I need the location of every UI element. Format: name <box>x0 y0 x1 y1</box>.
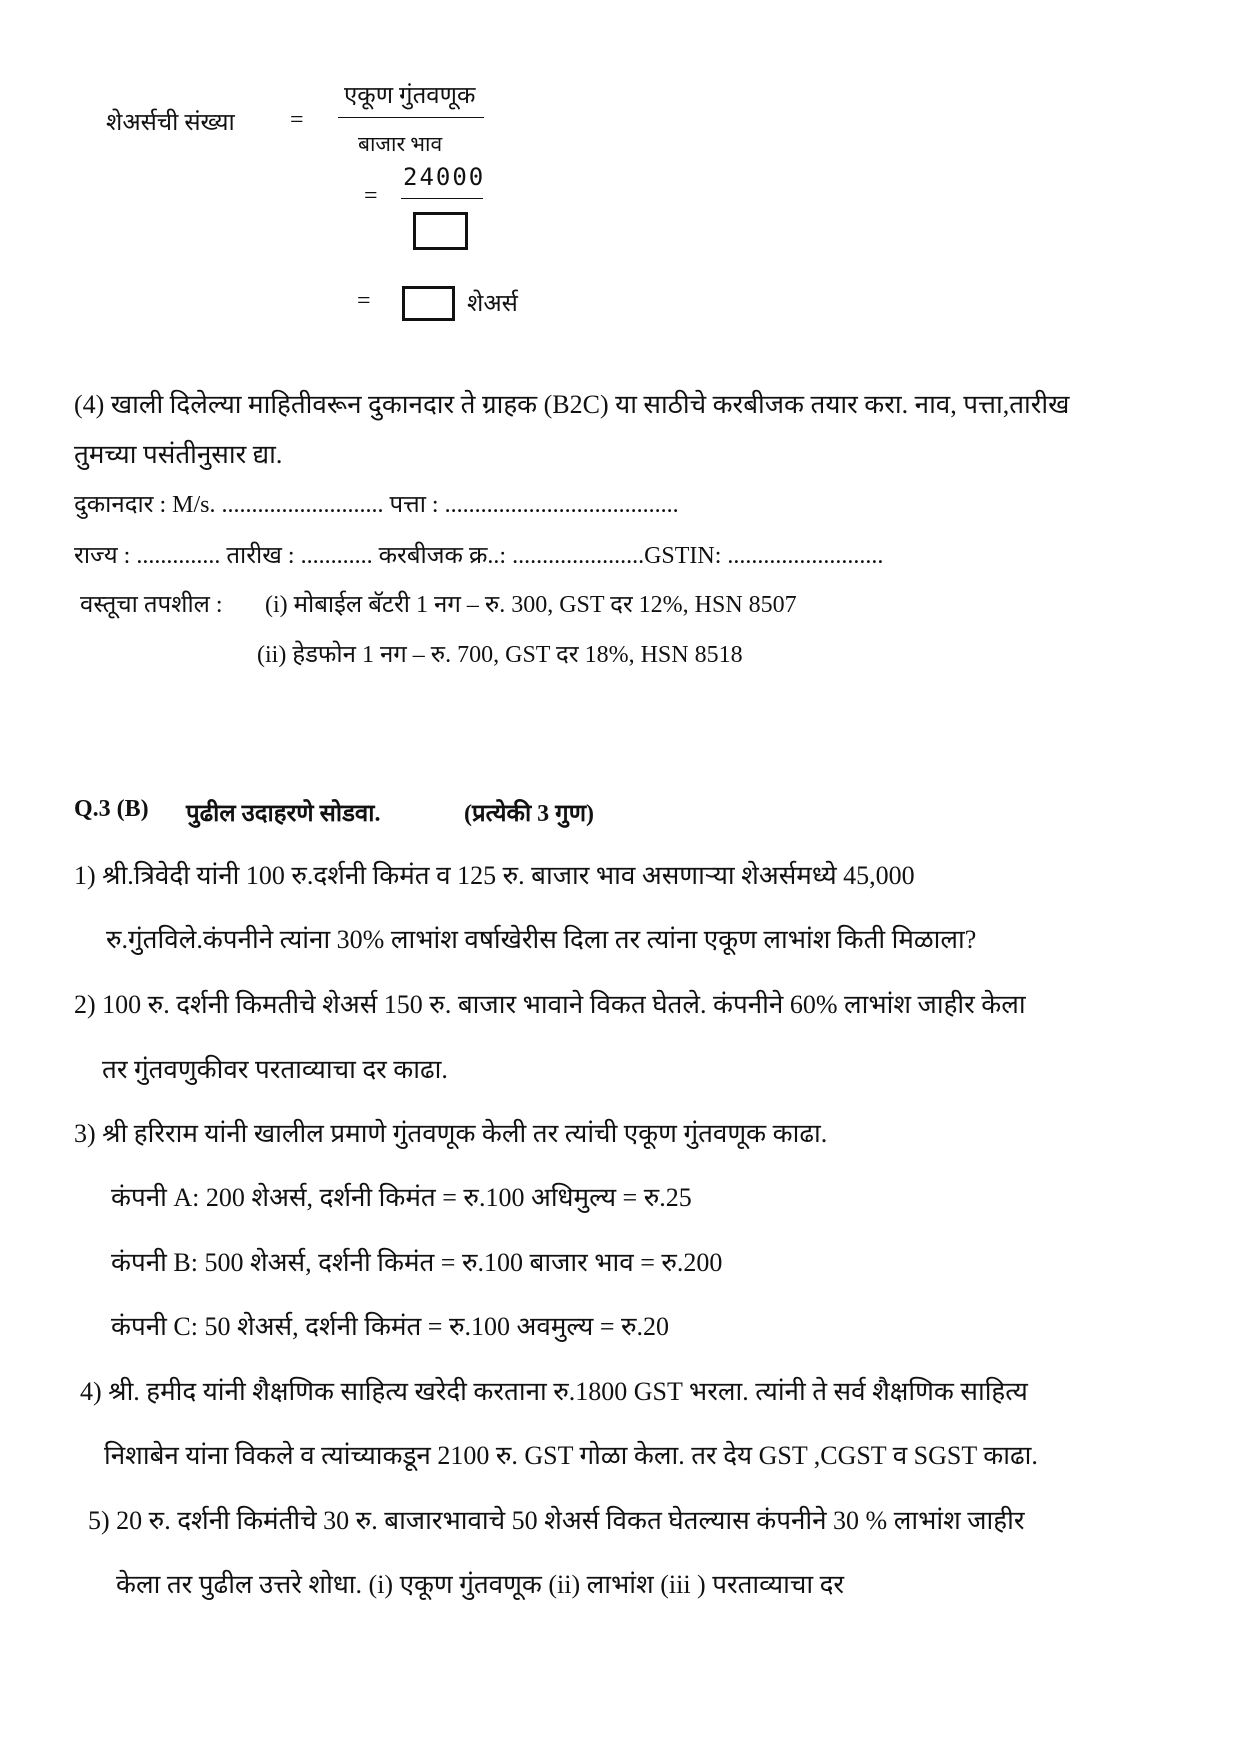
problem-5-line-1: 5) 20 रु. दर्शनी किमंतीचे 30 रु. बाजारभावाचे 50 शेअर्स विकत घेतल्यास कंपनीने 30 % लाभांश जाहीर <box>88 1506 1025 1535</box>
problem-3-company-c: कंपनी C: 50 शेअर्स, दर्शनी किमंत = रु.100 अवमुल्य = रु.20 <box>111 1312 670 1341</box>
formula-equals-2: = <box>364 183 378 209</box>
q4-line-1: (4) खाली दिलेल्या माहितीवरून दुकानदार ते ग्राहक (B2C) या साठीचे करबीजक तयार करा. नाव, पत्ता,तारीख <box>74 390 1070 419</box>
problem-3-line-1: 3) श्री हरिराम यांनी खालील प्रमाणे गुंतवणूक केली तर त्यांची एकूण गुंतवणूक काढा. <box>74 1119 828 1148</box>
fraction-bar-1 <box>338 117 484 118</box>
formula-step-numerator: 24000 <box>403 163 486 191</box>
formula-equals-1: = <box>290 107 304 133</box>
formula-numerator: एकूण गुंतवणूक <box>344 83 476 109</box>
problem-1-line-2: रु.गुंतविले.कंपनीने त्यांना 30% लाभांश वर्षाखेरीस दिला तर त्यांना एकूण लाभांश किती मिळाला? <box>106 925 977 954</box>
q4-item-1: (i) मोबाईल बॅटरी 1 नग – रु. 300, GST दर 12%, HSN 8507 <box>265 592 797 618</box>
formula-lhs: शेअर्सची संख्या <box>106 110 235 136</box>
formula-denominator: बाजार भाव <box>358 132 443 156</box>
problem-2-line-1: 2) 100 रु. दर्शनी किमतीचे शेअर्स 150 रु. बाजार भावाने विकत घेतले. कंपनीने 60% लाभांश जाहीर केला <box>74 990 1026 1019</box>
answer-box-result[interactable] <box>402 286 455 321</box>
q3b-instruction: पुढील उदाहरणे सोडवा. <box>186 801 381 827</box>
problem-1-line-1: 1) श्री.त्रिवेदी यांनी 100 रु.दर्शनी किमंत व 125 रु. बाजार भाव असणाऱ्या शेअर्समध्ये 45,000 <box>74 861 915 890</box>
q4-items-label: वस्तूचा तपशील : <box>80 592 223 618</box>
formula-equals-3: = <box>357 288 371 314</box>
q3b-marks: (प्रत्येकी 3 गुण) <box>464 801 595 827</box>
q4-line-2: तुमच्या पसंतीनुसार द्या. <box>74 440 283 469</box>
problem-4-line-1: 4) श्री. हमीद यांनी शैक्षणिक साहित्य खरेदी करताना रु.1800 GST भरला. त्यांनी ते सर्व शैक्षणिक साहित्य <box>80 1377 1028 1406</box>
formula-result-unit: शेअर्स <box>467 291 518 317</box>
answer-box-denominator[interactable] <box>413 212 468 250</box>
problem-3-company-a: कंपनी A: 200 शेअर्स, दर्शनी किमंत = रु.100 अधिमुल्य = रु.25 <box>111 1183 692 1212</box>
problem-5-line-2: केला तर पुढील उत्तरे शोधा. (i) एकूण गुंतवणूक (ii) लाभांश (iii ) परताव्याचा दर <box>116 1570 845 1599</box>
problem-2-line-2: तर गुंतवणुकीवर परताव्याचा दर काढा. <box>102 1055 448 1084</box>
problem-3-company-b: कंपनी B: 500 शेअर्स, दर्शनी किमंत = रु.100 बाजार भाव = रु.200 <box>111 1248 723 1277</box>
q4-shop-line: दुकानदार : M/s. ........................... पत्ता : ....................................... <box>74 492 679 518</box>
problem-4-line-2: निशाबेन यांना विकले व त्यांच्याकडून 2100 रु. GST गोळा केला. तर देय GST ,CGST व SGST काढा. <box>104 1441 1038 1470</box>
fraction-bar-2 <box>401 198 483 199</box>
q4-item-2: (ii) हेडफोन 1 नग – रु. 700, GST दर 18%, HSN 8518 <box>257 642 743 668</box>
q3b-heading: Q.3 (B) <box>74 796 149 822</box>
q4-state-line: राज्य : .............. तारीख : ............ करबीजक क्र..: ......................GSTIN: .......................... <box>74 543 884 569</box>
